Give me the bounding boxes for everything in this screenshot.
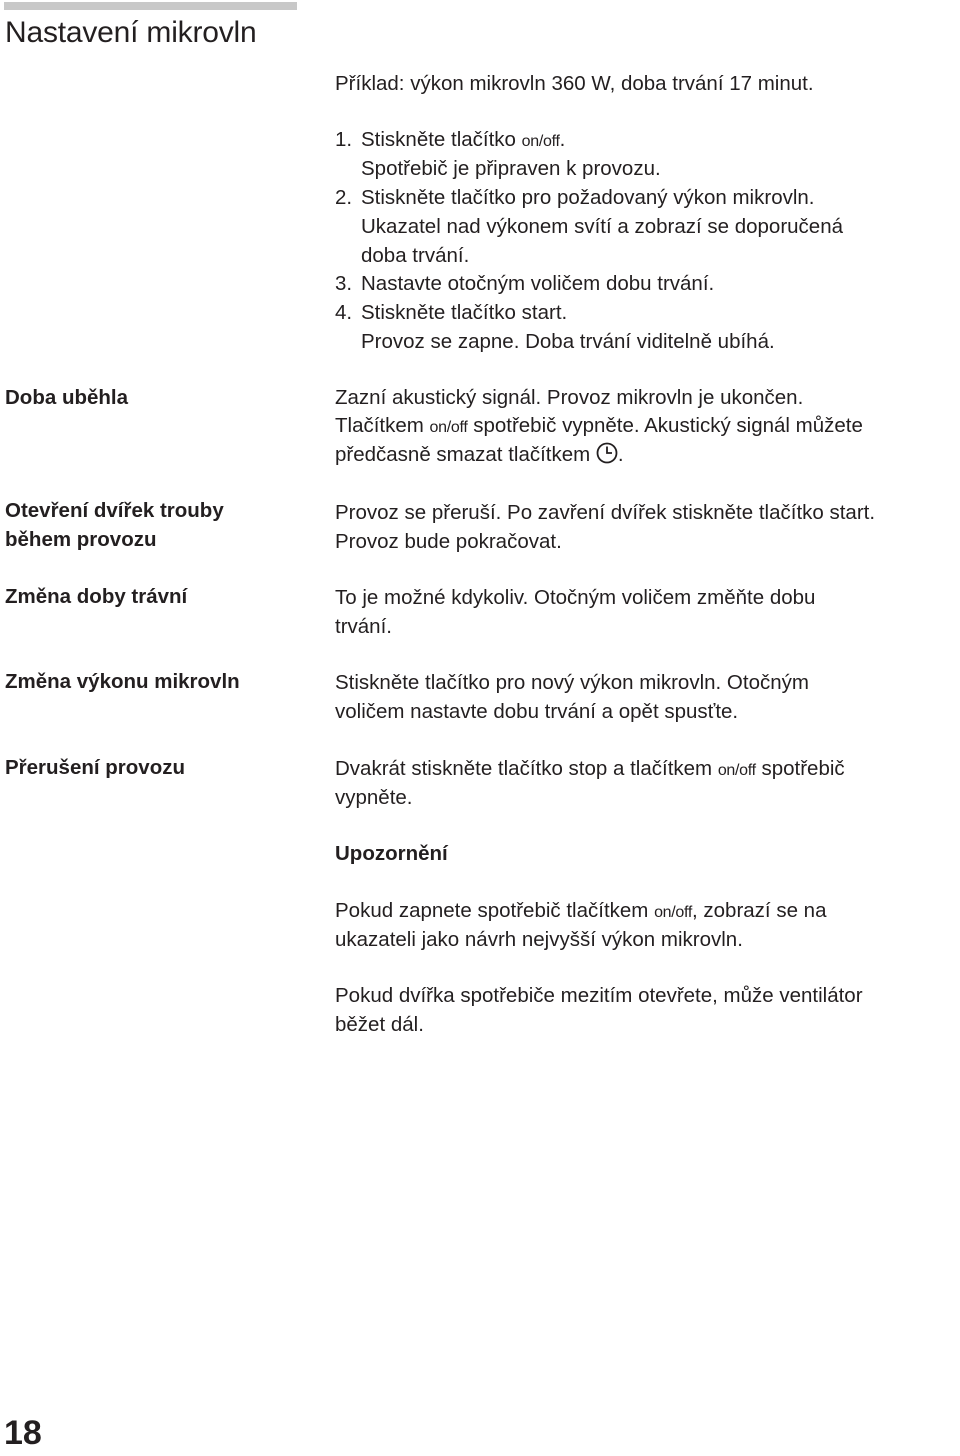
section-text: Dvakrát stiskněte tlačítko stop a tlačítkem on/off spotřebič <box>335 757 845 780</box>
section-text: předčasně smazat tlačítkem . <box>335 440 624 472</box>
on-off-button-label: on/off <box>717 762 756 779</box>
step-1-continuation: Spotřebič je připraven k provozu. <box>361 157 661 180</box>
section-label-door-open: během provozu <box>5 528 157 551</box>
step-number: 3. <box>335 272 353 295</box>
section-label-interrupt: Přerušení provozu <box>5 756 185 779</box>
page-title: Nastavení mikrovln <box>5 16 257 49</box>
section-text: Zazní akustický signál. Provoz mikrovln je ukončen. <box>335 386 804 409</box>
step-text: Stiskněte tlačítko pro požadovaný výkon mikrovln. <box>361 186 815 209</box>
header-rule <box>4 2 297 10</box>
section-label-door-open: Otevření dvířek trouby <box>5 499 224 522</box>
section-label-time-elapsed: Doba uběhla <box>5 386 129 409</box>
step-2-continuation: doba trvání. <box>361 244 470 267</box>
step-number: 1. <box>335 128 353 151</box>
section-label-change-power: Změna výkonu mikrovln <box>5 670 240 693</box>
on-off-button-label: on/off <box>654 904 693 921</box>
section-label-change-time: Změna doby trávní <box>5 585 188 608</box>
step-3 <box>335 269 714 298</box>
section-text: Provoz bude pokračovat. <box>335 530 562 553</box>
notice-text: Pokud dvířka spotřebiče mezitím otevřete, může ventilátor <box>335 984 863 1007</box>
step-2-continuation: Ukazatel nad výkonem svítí a zobrazí se doporučená <box>361 215 844 238</box>
section-text: To je možné kdykoliv. Otočným voličem změňte dobu <box>335 586 816 609</box>
clock-icon <box>596 442 618 472</box>
step-number: 4. <box>335 301 353 324</box>
step-text: Stiskněte tlačítko <box>361 128 522 151</box>
step-4 <box>335 298 567 327</box>
section-text: voličem nastavte dobu trvání a opět spusťte. <box>335 700 739 723</box>
step-4-continuation: Provoz se zapne. Doba trvání viditelně ubíhá. <box>361 330 775 353</box>
notice-text: ukazateli jako návrh nejvyšší výkon mikrovln. <box>335 928 743 951</box>
section-text: vypněte. <box>335 786 413 809</box>
on-off-button-label: on/off <box>429 419 468 436</box>
step-text: Nastavte otočným voličem dobu trvání. <box>361 272 715 295</box>
example-text: Příklad: výkon mikrovln 360 W, doba trvání 17 minut. <box>335 72 814 95</box>
step-number: 2. <box>335 186 353 209</box>
page-number: 18 <box>4 1414 42 1452</box>
step-2 <box>335 183 815 212</box>
step-text: Stiskněte tlačítko start. <box>361 301 568 324</box>
section-text: Provoz se přeruší. Po zavření dvířek stiskněte tlačítko start. <box>335 501 876 524</box>
step-1: 1. Stiskněte tlačítko on/off. <box>335 125 565 156</box>
on-off-button-label: on/off <box>521 133 560 150</box>
notice-text: běžet dál. <box>335 1013 424 1036</box>
section-text: Tlačítkem on/off spotřebič vypněte. Akustický signál můžete <box>335 414 863 437</box>
section-text: trvání. <box>335 615 392 638</box>
notice-text: Pokud zapnete spotřebič tlačítkem on/off, zobrazí se na <box>335 899 827 922</box>
notice-heading: Upozornění <box>335 842 448 865</box>
section-text: Stiskněte tlačítko pro nový výkon mikrovln. Otočným <box>335 671 809 694</box>
